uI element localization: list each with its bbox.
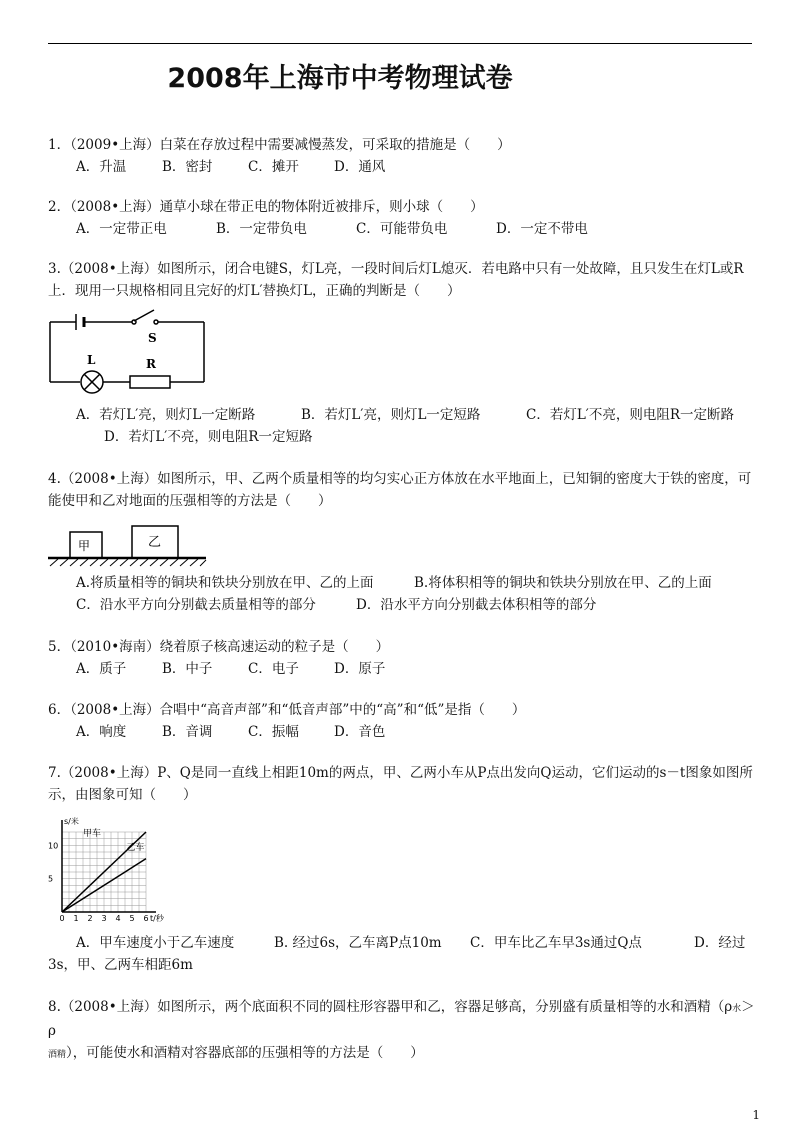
x-axis-label: t/秒 bbox=[150, 914, 164, 923]
x-tick-label: 1 bbox=[73, 914, 79, 923]
q1-option-b[interactable]: B．密封 bbox=[162, 159, 213, 175]
question-7-stem-line2: 示，由图象可知（ ） bbox=[48, 787, 197, 803]
x-tick-label: 6 bbox=[143, 914, 149, 923]
y-tick-label: 10 bbox=[48, 841, 59, 851]
q6-option-a[interactable]: A．响度 bbox=[76, 724, 127, 740]
question-2 bbox=[48, 196, 760, 240]
q7-option-b[interactable]: B. 经过6s，乙车离P点10m bbox=[274, 935, 442, 951]
header-rule bbox=[48, 43, 752, 44]
q7-option-c[interactable]: C．甲车比乙车早3s通过Q点 bbox=[470, 935, 642, 951]
question-7-options bbox=[48, 932, 760, 976]
question-3-options bbox=[48, 404, 760, 448]
question-6-options bbox=[48, 721, 760, 743]
circuit-diagram bbox=[44, 302, 214, 394]
q2-option-d[interactable]: D．一定不带电 bbox=[496, 221, 588, 237]
switch-blade bbox=[134, 310, 154, 321]
question-1-stem: 1．（2009•上海）白菜在存放过程中需要减慢蒸发，可采取的措施是（ ） bbox=[48, 137, 511, 153]
question-8 bbox=[48, 996, 760, 1066]
switch-label: S bbox=[148, 331, 157, 345]
resistor-symbol bbox=[130, 376, 170, 388]
q1-option-c[interactable]: C．摊开 bbox=[248, 159, 299, 175]
question-1 bbox=[48, 134, 760, 178]
q6-option-b[interactable]: B．音调 bbox=[162, 724, 213, 740]
q4-option-c[interactable]: C．沿水平方向分别截去质量相等的部分 bbox=[76, 597, 316, 613]
q8-sub-water: 水 bbox=[732, 1004, 742, 1014]
x-tick-label: 0 bbox=[59, 914, 65, 923]
q7-option-d-cont: 3s，甲、乙两车相距6m bbox=[48, 957, 193, 973]
page-number: 1 bbox=[752, 1108, 760, 1122]
question-1-options bbox=[48, 156, 760, 178]
question-5-options bbox=[48, 658, 760, 680]
q3-option-b[interactable]: B．若灯L′亮，则灯L一定短路 bbox=[301, 407, 481, 423]
y-tick-label: 5 bbox=[48, 874, 54, 884]
q2-option-c[interactable]: C．可能带负电 bbox=[356, 221, 448, 237]
q7-option-a[interactable]: A．甲车速度小于乙车速度 bbox=[76, 935, 235, 951]
question-6 bbox=[48, 699, 760, 743]
question-2-options bbox=[48, 218, 760, 240]
question-3-stem-line2: 上．现用一只规格相同且完好的灯L′替换灯L，正确的判断是（ ） bbox=[48, 283, 461, 299]
cube-yi-label: 乙 bbox=[148, 535, 162, 550]
q6-option-d[interactable]: D．音色 bbox=[334, 724, 386, 740]
q4-option-a[interactable]: A.将质量相等的铜块和铁块分别放在甲、乙的上面 bbox=[76, 575, 374, 591]
cube-jia-label: 甲 bbox=[78, 539, 91, 553]
cubes-diagram bbox=[44, 522, 214, 568]
question-6-stem: 6．（2008•上海）合唱中“高音声部”和“低音声部”中的“高”和“低”是指（ ） bbox=[48, 702, 526, 718]
question-3-stem-line1: 3.（2008•上海）如图所示，闭合电键S，灯L亮，一段时间后灯L熄灭．若电路中只有一处故障，且只发生在灯L或R bbox=[48, 261, 744, 277]
series-label-0: 甲车 bbox=[83, 829, 102, 839]
q5-option-d[interactable]: D．原子 bbox=[334, 661, 386, 677]
y-axis-label: s/米 bbox=[64, 817, 79, 826]
q5-option-a[interactable]: A．质子 bbox=[76, 661, 127, 677]
question-5 bbox=[48, 636, 760, 680]
x-tick-label: 3 bbox=[101, 914, 107, 923]
question-4 bbox=[48, 468, 760, 512]
q1-option-d[interactable]: D．通风 bbox=[334, 159, 386, 175]
question-4-options bbox=[48, 572, 760, 616]
question-4-stem-line1: 4.（2008•上海）如图所示，甲、乙两个质量相等的均匀实心正方体放在水平地面上，已知铜的密度大于铁的密度，可 bbox=[48, 471, 752, 487]
resistor-label: R bbox=[146, 357, 156, 371]
series-label-1: 乙车 bbox=[126, 843, 145, 853]
q3-option-d[interactable]: D．若灯L′不亮，则电阻R一定短路 bbox=[104, 429, 313, 445]
x-tick-label: 2 bbox=[87, 914, 93, 923]
q5-option-b[interactable]: B．中子 bbox=[162, 661, 213, 677]
q6-option-c[interactable]: C．振幅 bbox=[248, 724, 299, 740]
question-5-stem: 5．（2010•海南）绕着原子核高速运动的粒子是（ ） bbox=[48, 639, 390, 655]
q7-option-d[interactable]: D．经过 bbox=[694, 935, 746, 951]
lamp-label: L bbox=[87, 353, 96, 367]
q4-option-b[interactable]: B.将体积相等的铜块和铁块分别放在甲、乙的上面 bbox=[414, 575, 712, 591]
x-tick-label: 5 bbox=[129, 914, 135, 923]
question-8-stem bbox=[48, 996, 760, 1066]
q4-option-d[interactable]: D．沿水平方向分别截去体积相等的部分 bbox=[356, 597, 597, 613]
q2-option-b[interactable]: B．一定带负电 bbox=[216, 221, 307, 237]
s-t-chart bbox=[44, 808, 174, 924]
q3-option-a[interactable]: A．若灯L′亮，则灯L一定断路 bbox=[76, 407, 256, 423]
question-2-stem: 2．（2008•上海）通草小球在带正电的物体附近被排斥，则小球（ ） bbox=[48, 199, 484, 215]
question-3 bbox=[48, 258, 760, 302]
question-4-stem-line2: 能使甲和乙对地面的压强相等的方法是（ ） bbox=[48, 493, 332, 509]
question-7-stem-line1: 7.（2008•上海）P、Q是同一直线上相距10m的两点，甲、乙两小车从P点出发向Q运动，它们运动的s－t图象如图所 bbox=[48, 765, 753, 781]
q2-option-a[interactable]: A．一定带正电 bbox=[76, 221, 167, 237]
page-title: 2008年上海市中考物理试卷 bbox=[167, 63, 513, 94]
q5-option-c[interactable]: C．电子 bbox=[248, 661, 299, 677]
question-7 bbox=[48, 762, 760, 806]
q8-stem-part1: 8.（2008•上海）如图所示，两个底面积不同的圆柱形容器甲和乙，容器足够高，分别盛有质量相等的水和酒精（ρ bbox=[48, 999, 733, 1015]
q3-option-c[interactable]: C．若灯L′不亮，则电阻R一定断路 bbox=[526, 407, 735, 423]
q8-sub-alcohol: 酒精 bbox=[48, 1050, 67, 1060]
q1-option-a[interactable]: A．升温 bbox=[76, 159, 127, 175]
x-tick-label: 4 bbox=[115, 914, 121, 923]
q8-gt: ＞ρ bbox=[48, 999, 755, 1039]
q8-stem-part2: ），可能使水和酒精对容器底部的压强相等的方法是（ ） bbox=[66, 1045, 424, 1061]
